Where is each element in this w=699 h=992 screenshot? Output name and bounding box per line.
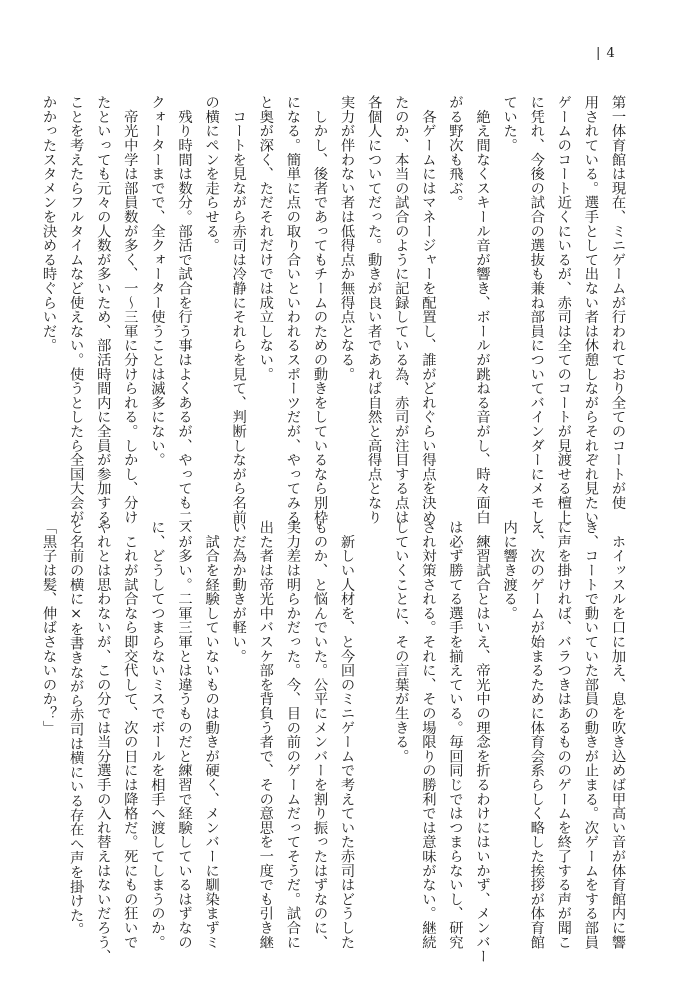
text-column xyxy=(360,520,387,940)
text-column: たといっても元々の人数が多いため、部活時間内に全員が参加する xyxy=(95,95,112,524)
text-column: され対策される。それに、その場限りの勝利では意味がない。継続 xyxy=(420,520,437,949)
lower-text-tier xyxy=(41,520,631,964)
text-column: 内に響き渡る。 xyxy=(501,520,518,621)
text-column: 各ゲームにはマネージャーを配置し、誰がどれぐらい得点を決め xyxy=(420,95,437,524)
text-column: と奥が深く、ただそれだけでは成立しない。 xyxy=(257,95,274,381)
text-column: 第一体育館は現在、ミニゲームが行われており全てのコートが使 xyxy=(610,95,626,510)
text-column: ものか、と悩んでいた。公平にメンバーを割り振ったはずなのに、 xyxy=(311,520,328,949)
text-column: かかったスタメンを決める時ぐらいだ。 xyxy=(41,95,58,353)
text-column: ゲームのコート近くにいるが、赤司は全てのコートが見渡せる檀上 xyxy=(555,95,572,524)
text-column: き、コートで動いていた部員の動きが止まる。次ゲームをする部員 xyxy=(582,520,599,949)
text-column: ことを考えたらフルタイムなど使えない。使うとしたら全国大会が xyxy=(68,95,85,524)
text-column: 残り時間は数分。部活で試合を行う事はよくあるが、やっても二 xyxy=(176,95,193,524)
text-column: たのか、本当の試合のように記録している為、赤司が注目する点は xyxy=(393,95,410,524)
text-column: に声を掛ければ、バラつきはあるもののゲームを終了する声が聞こ xyxy=(555,520,572,949)
text-column: 用されている。選手として出ない者は休憩しながらそれぞれ見たい xyxy=(582,95,599,524)
text-column: いだ為か動きが軽い。 xyxy=(230,520,247,663)
text-column: 試合を経験していないものは動きが硬く、メンバーに馴染まずミ xyxy=(203,520,220,949)
text-column: がる野次も飛ぶ。 xyxy=(447,95,464,210)
text-column: え、次のゲームが始まるために体育会系らしく略した挨拶が体育館 xyxy=(528,520,545,949)
text-column: ていた。 xyxy=(501,95,518,153)
text-column: 各個人についてだった。動きが良い者であれば自然と高得点となり xyxy=(366,95,383,524)
text-column: は必ず勝てる選手を揃えている。毎回同じではつまらないし、研究 xyxy=(447,520,464,949)
text-column: 帝光中学は部員数が多く、一～三軍に分けられる。しかし、分け xyxy=(122,95,139,524)
text-column: やれとは思わないが、この分では当分選手の入れ替えはないだろう、 xyxy=(95,520,112,964)
text-column: に凭れ、今後の試合の選抜も兼ね部員についてバインダーにメモし xyxy=(528,95,545,524)
text-column: になる。簡単に点の取り合いといわれるスポーツだが、やってみる xyxy=(284,95,301,524)
text-column: クォーターまでで、全クォーター使うことは滅多にない。 xyxy=(149,95,166,467)
text-column: に、どうしてつまらないミスでボールを相手へ渡してしまうのか。 xyxy=(149,520,166,949)
text-column: ホイッスルを口に加え、息を吹き込めば甲高い音が体育館内に響 xyxy=(610,520,626,949)
page-number: | 4 xyxy=(596,46,616,61)
text-column: 「黒子は髪、伸ばさないのか？」 xyxy=(41,520,58,735)
text-column: コートを見ながら赤司は冷静にそれらを見て、判断しながら名前 xyxy=(230,95,247,524)
text-column: しかし、後者であってもチームのための動きをしているなら別枠 xyxy=(311,95,328,524)
text-column: 絶え間なくスキール音が響き、ボールが跳ねる音がし、時々面白 xyxy=(474,95,491,524)
text-column: していくことに、その言葉が生きる。 xyxy=(393,520,410,764)
upper-text-tier xyxy=(41,95,631,524)
text-column: スが多い。二軍三軍とは違うものだと練習で経験しているはずなの xyxy=(176,520,193,949)
text-column: の横にペンを走らせる。 xyxy=(203,95,220,253)
text-column: と名前の横に×を書きながら赤司は横にいる存在へ声を掛けた。 xyxy=(68,520,85,937)
text-column: 出た者は帝光中バスケ部を背負う者で、その意思を一度でも引き継 xyxy=(257,520,274,949)
text-column: 実力が伴わない者は低得点か無得点となる。 xyxy=(339,95,356,381)
text-column: 新しい人材を、と今回のミニゲームで考えていた赤司はどうした xyxy=(339,520,356,949)
text-column: これが試合なら即交代して、次の日には降格だ。死にもの狂いで xyxy=(122,520,139,949)
text-column: 実力差は明らかだった。今、目の前のゲームだってそうだ。試合に xyxy=(284,520,301,949)
text-column: 練習試合とはいえ、帝光中の理念を折るわけにはいかず、メンバー xyxy=(474,520,491,964)
